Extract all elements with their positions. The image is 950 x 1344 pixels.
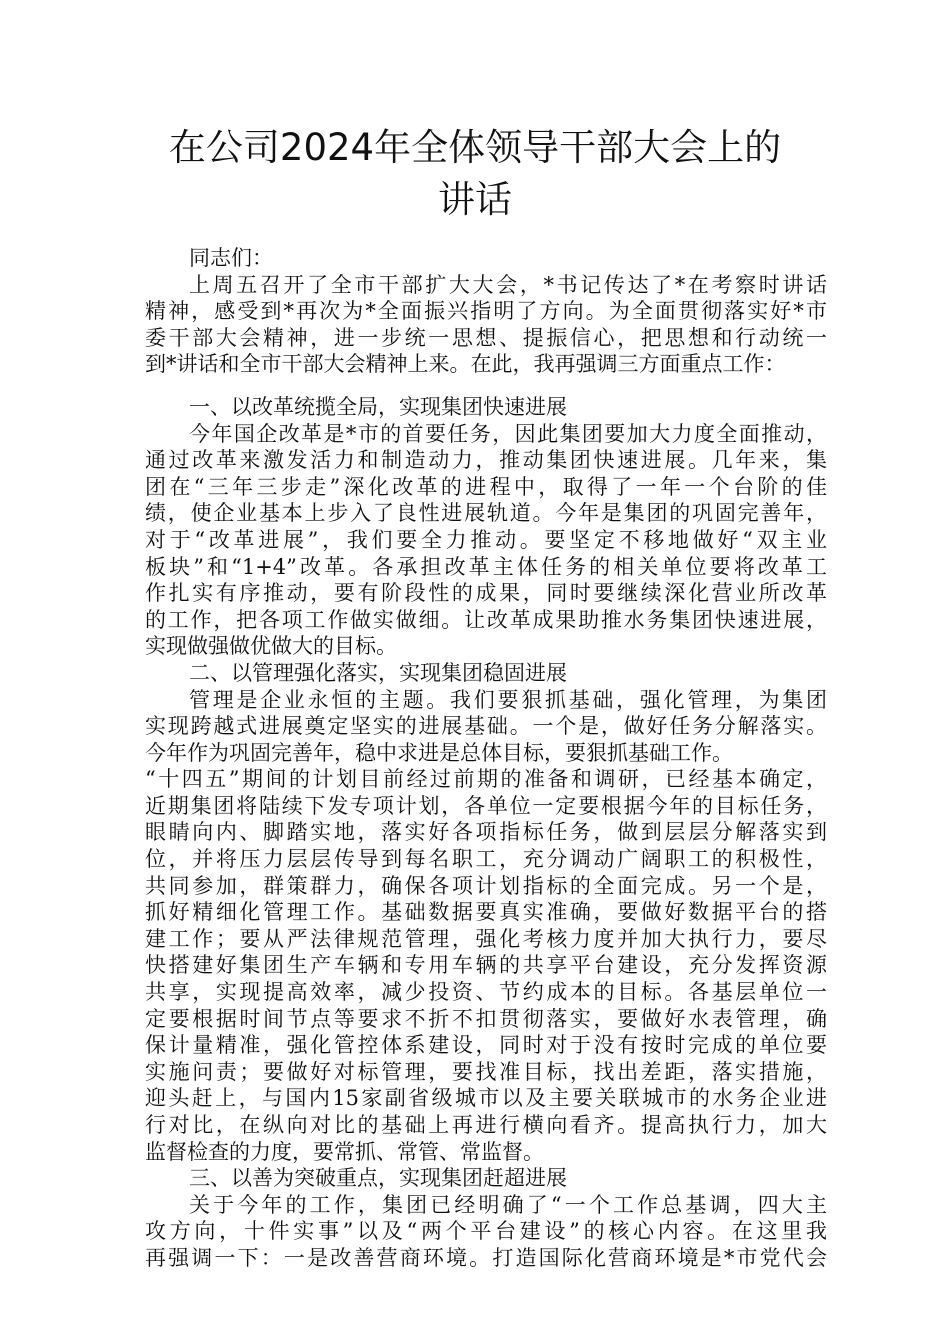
text-line: 到*讲话和全市干部大会精神上来。在此，我再强调三方面重点工作： xyxy=(145,352,786,377)
text-line: 精神，感受到*再次为*全面振兴指明了方向。为全面贯彻落实好*市 xyxy=(145,299,827,324)
text-line: 关于今年的工作，集团已经明确了“一个工作总基调，四大主 xyxy=(189,1192,827,1217)
text-line: 今年作为巩固完善年，稳中求进是总体目标，要狠抓基础工作。 xyxy=(145,740,733,765)
text-line: 委干部大会精神，进一步统一思想、提振信心，把思想和行动统一 xyxy=(145,325,827,350)
text-line: 定要根据时间节点等要求不折不扣贯彻落实，要做好水表管理，确 xyxy=(145,1006,827,1031)
text-line: 快搭建好集团生产车辆和专用车辆的共享平台建设，充分发挥资源 xyxy=(145,953,827,978)
text-line: 保计量精准，强化管控体系建设，同时对于没有按时完成的单位要 xyxy=(145,1033,827,1058)
text-line: 监督检查的力度，要常抓、常管、常监督。 xyxy=(145,1139,544,1164)
text-line: 今年国企改革是*市的首要任务，因此集团要加大力度全面推动， xyxy=(189,421,827,446)
text-line: 实现跨越式进展奠定坚实的进展基础。一个是，做好任务分解落实。 xyxy=(145,714,827,739)
text-line: 行对比，在纵向对比的基础上再进行横向看齐。提高执行力，加大 xyxy=(145,1113,827,1137)
text-line: 团在“三年三步走”深化改革的进程中，取得了一年一个台阶的佳 xyxy=(145,474,827,499)
text-line: 实现做强做优做大的目标。 xyxy=(145,634,397,659)
text-line: 一、以改革统揽全局，实现集团快速进展 xyxy=(189,394,567,419)
text-line: 位，并将压力层层传导到每名职工，充分调动广阔职工的积极性， xyxy=(145,847,827,872)
text-line: 三、以善为突破重点，实现集团赶超进展 xyxy=(189,1166,567,1191)
text-line: 眼睛向内、脚踏实地，落实好各项指标任务，做到层层分解落实到 xyxy=(145,820,827,845)
text-line: 抓好精细化管理工作。基础数据要真实准确，要做好数据平台的搭 xyxy=(145,900,827,925)
text-line: 通过改革来激发活力和制造动力，推动集团快速进展。几年来，集 xyxy=(145,448,827,473)
text-line: 的工作，把各项工作做实做细。让改革成果助推水务集团快速进展， xyxy=(145,607,827,632)
text-line: 作扎实有序推动，要有阶段性的成果，同时要继续深化营业所改革 xyxy=(145,581,827,606)
title-line-2: 讲话 xyxy=(438,178,512,221)
text-line: 共享，实现提高效率，减少投资、节约成本的目标。各基层单位一 xyxy=(145,980,827,1005)
paragraph-gap xyxy=(145,378,827,394)
text-line: 再强调一下：一是改善营商环境。打造国际化营商环境是*市党代会 xyxy=(145,1245,827,1270)
text-line: 上周五召开了全市干部扩大大会，*书记传达了*在考察时讲话 xyxy=(189,272,827,297)
text-line: 同志们： xyxy=(189,246,273,270)
text-line: 建工作；要从严法律规范管理，强化考核力度并加大执行力，要尽 xyxy=(145,926,827,951)
text-line: “十四五”期间的计划目前经过前期的准备和调研，已经基本确定， xyxy=(145,767,827,792)
text-line: 近期集团将陆续下发专项计划，各单位一定要根据今年的目标任务， xyxy=(145,793,827,818)
text-line: 二、以管理强化落实，实现集团稳固进展 xyxy=(189,660,567,685)
title-line-1: 在公司2024年全体领导干部大会上的 xyxy=(168,126,782,169)
text-line: 迎头赶上，与国内15家副省级城市以及主要关联城市的水务企业进 xyxy=(145,1086,827,1111)
text-line: 管理是企业永恒的主题。我们要狠抓基础，强化管理，为集团 xyxy=(189,687,827,712)
text-line: 实施问责；要做好对标管理，要找准目标，找出差距，落实措施， xyxy=(145,1059,827,1084)
text-line: 共同参加，群策群力，确保各项计划指标的全面完成。另一个是， xyxy=(145,873,827,898)
text-line: 攻方向，十件实事”以及“两个平台建设”的核心内容。在这里我 xyxy=(145,1219,827,1244)
document-title xyxy=(100,122,850,226)
text-line: 绩，使企业基本上步入了良性进展轨道。今年是集团的巩固完善年， xyxy=(145,501,827,526)
document-body xyxy=(145,245,827,1272)
text-line: 对于“改革进展”，我们要全力推动。要坚定不移地做好“双主业 xyxy=(145,527,827,552)
text-line: 板块”和“1+4”改革。各承担改革主体任务的相关单位要将改革工 xyxy=(145,554,827,579)
